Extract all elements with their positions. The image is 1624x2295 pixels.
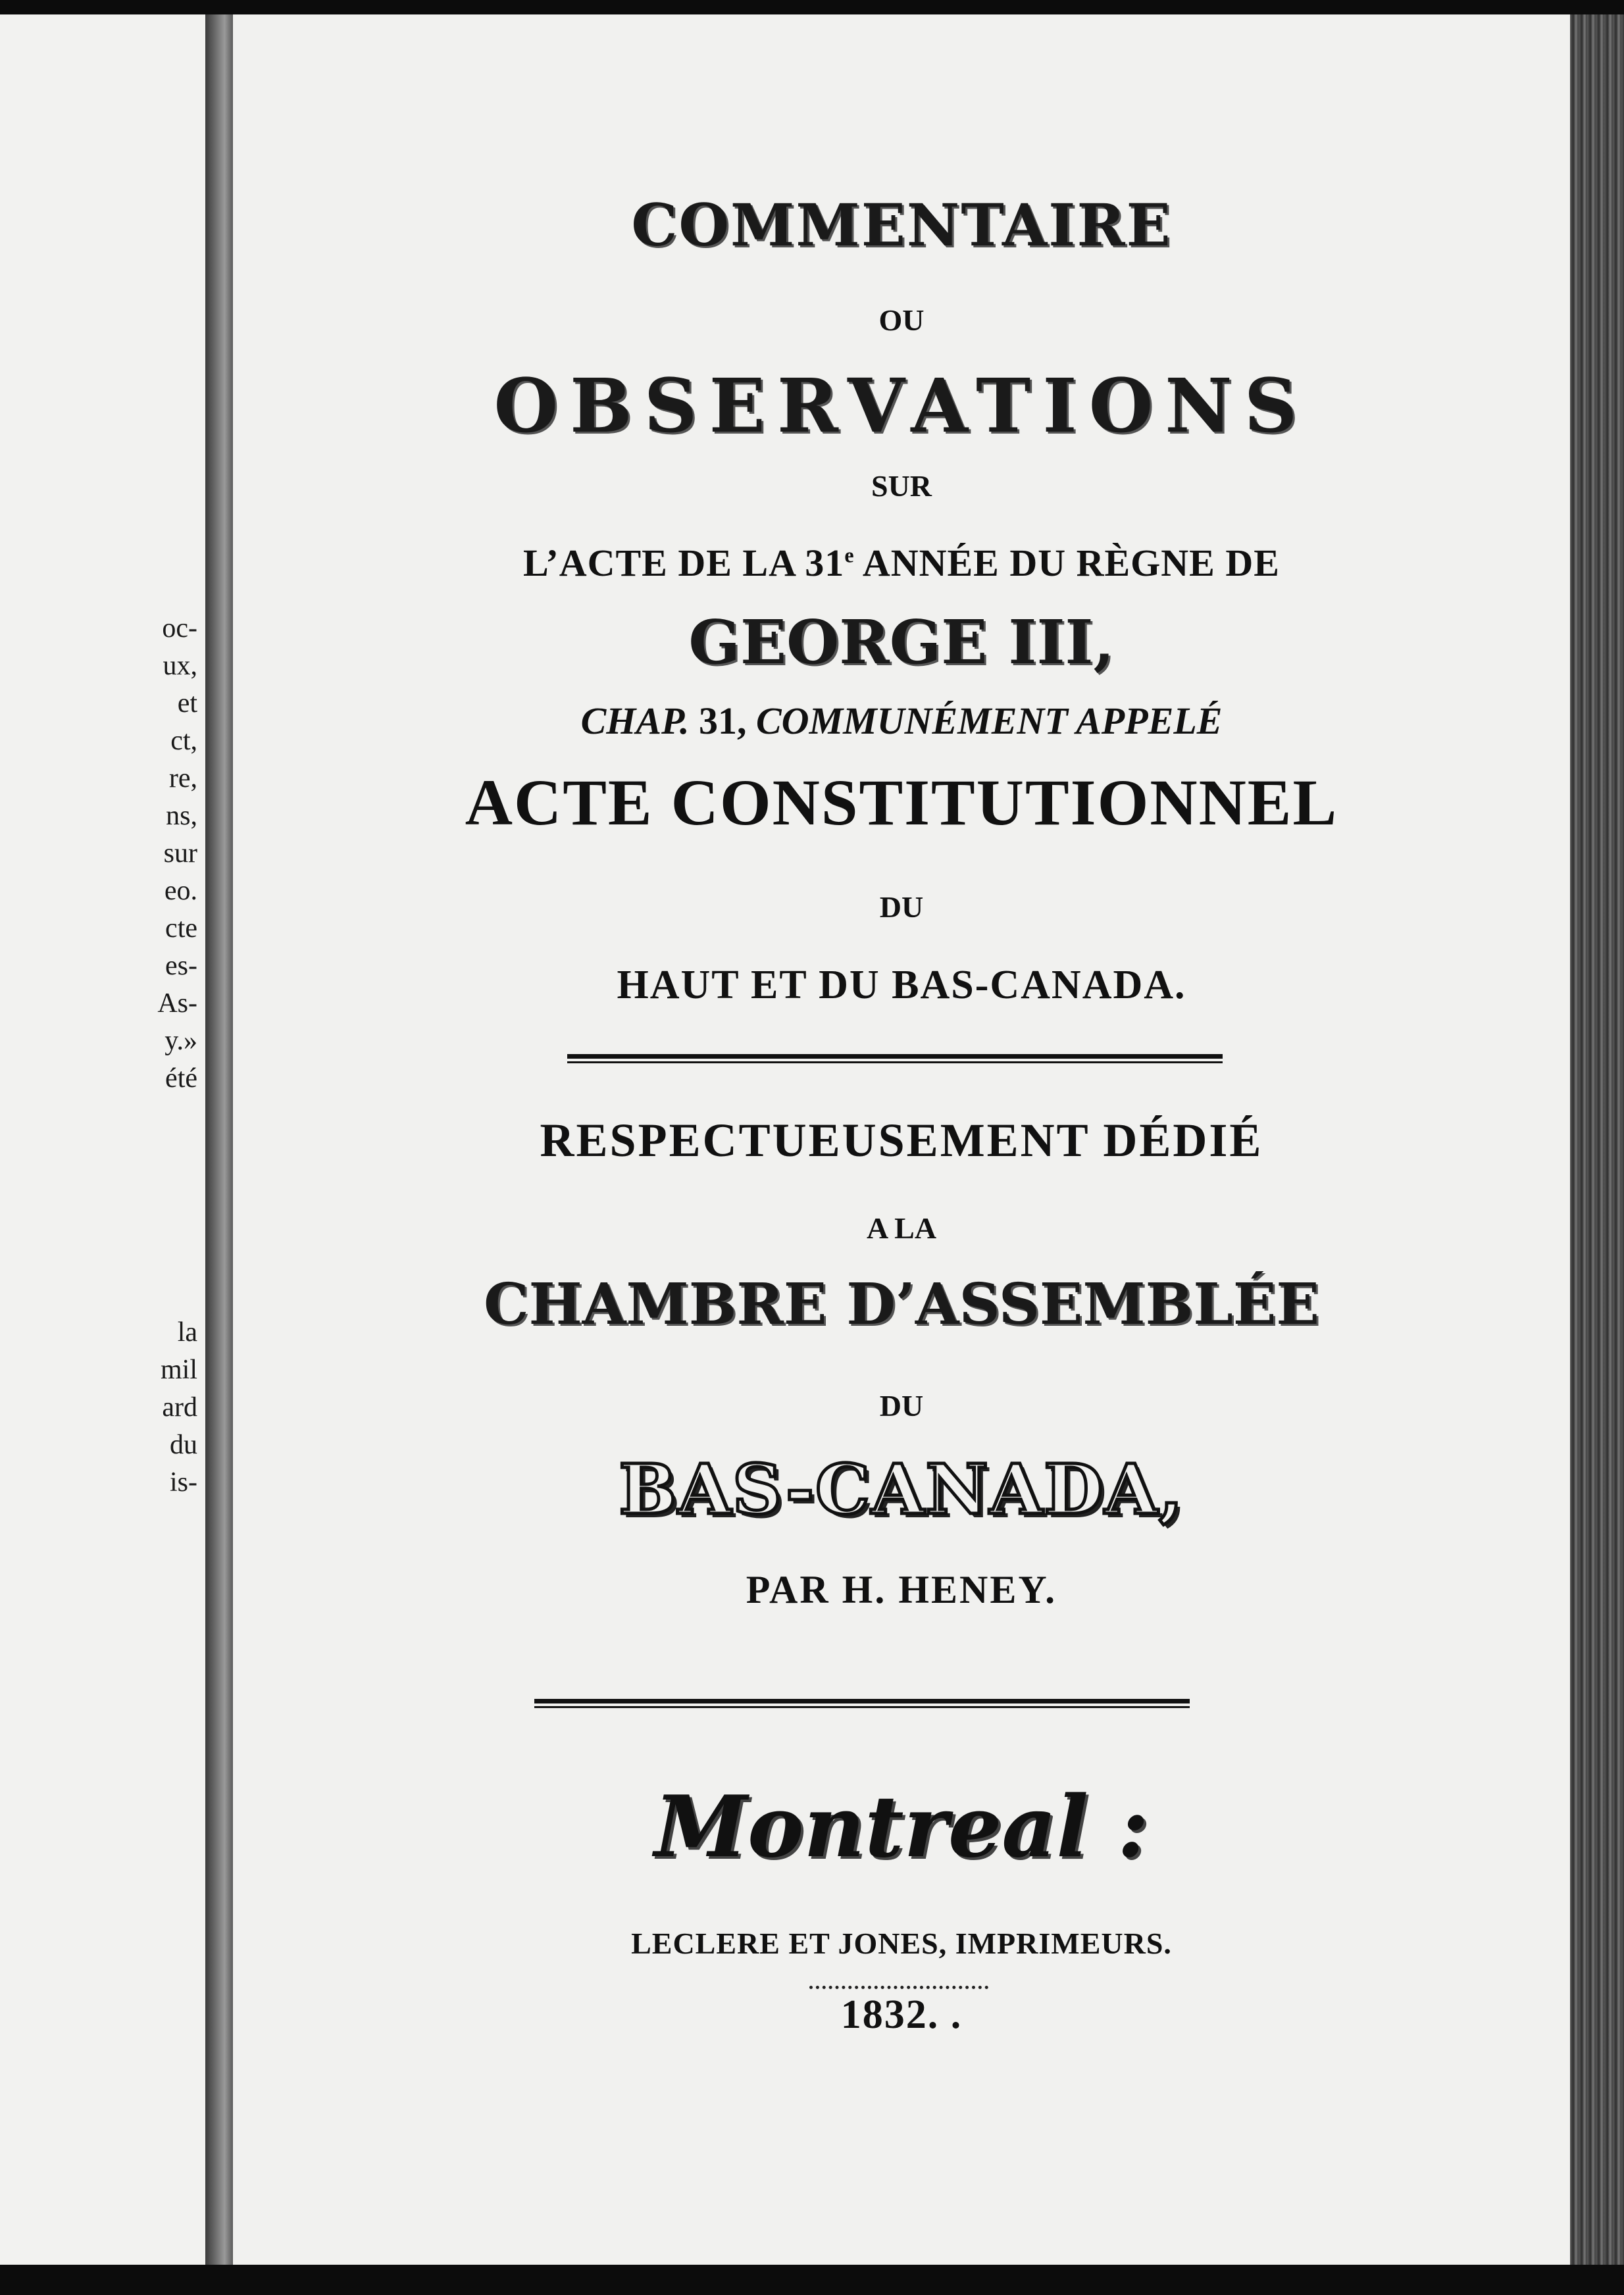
title-du-2: DU bbox=[879, 1389, 924, 1423]
imprint-printer: LECLERE ET JONES, IMPRIMEURS. bbox=[631, 1927, 1172, 1960]
fragment-line: oc- bbox=[162, 613, 197, 643]
fragment-line: la bbox=[177, 1317, 197, 1348]
title-chambre-assemblee: CHAMBRE D’ASSEMBLÉE bbox=[484, 1271, 1319, 1338]
rule-1 bbox=[567, 1054, 1223, 1063]
fragment-line: ard bbox=[162, 1392, 197, 1423]
title-george-iii: GEORGE III, bbox=[688, 607, 1115, 678]
fragment-line: is- bbox=[170, 1467, 197, 1498]
fragment-line: cte bbox=[165, 913, 197, 944]
title-haut-bas-canada: HAUT ET DU BAS-CANADA. bbox=[617, 963, 1186, 1007]
title-acte-constitutionnel: ACTE CONSTITUTIONNEL bbox=[465, 766, 1338, 839]
title-page bbox=[233, 14, 1570, 2265]
left-text-block-2 bbox=[161, 1314, 197, 1501]
fragment-line: As- bbox=[157, 988, 197, 1019]
title-a-la: A LA bbox=[866, 1211, 937, 1245]
rule-2 bbox=[534, 1699, 1190, 1708]
fragment-line: ns, bbox=[166, 801, 197, 831]
fragment-line: y.» bbox=[165, 1026, 197, 1056]
fragment-line: ux, bbox=[163, 651, 197, 681]
ordinal-superscript: e bbox=[844, 543, 855, 567]
chap-number: 31, bbox=[689, 699, 756, 742]
communement-appele: COMMUNÉMENT APPELÉ bbox=[756, 699, 1223, 742]
title-author: PAR H. HENEY. bbox=[746, 1568, 1057, 1611]
dotted-rule bbox=[809, 1986, 988, 1989]
imprint-year: 1832. . bbox=[840, 1992, 963, 2037]
title-du-1: DU bbox=[879, 890, 924, 924]
book-gutter bbox=[205, 14, 233, 2265]
chap-label: CHAP. bbox=[580, 699, 690, 742]
title-ou: OU bbox=[878, 303, 925, 337]
fragment-line: eo. bbox=[164, 876, 197, 906]
imprint-place: Montreal : bbox=[654, 1778, 1149, 1877]
acte-annee-text: L’ACTE DE LA 31 bbox=[523, 542, 845, 584]
fragment-line: re, bbox=[168, 763, 197, 794]
title-chap bbox=[233, 699, 1570, 743]
title-commentaire: COMMENTAIRE bbox=[631, 191, 1172, 259]
left-facing-page bbox=[0, 14, 205, 2265]
title-respectueusement: RESPECTUEUSEMENT DÉDIÉ bbox=[540, 1114, 1263, 1167]
fragment-line: et bbox=[177, 688, 197, 719]
fragment-line: ct, bbox=[170, 726, 197, 756]
title-observations: OBSERVATIONS bbox=[494, 363, 1309, 449]
fragment-line: été bbox=[165, 1063, 197, 1094]
fragment-line: du bbox=[170, 1430, 197, 1460]
fragment-line: mil bbox=[160, 1355, 197, 1385]
title-sur: SUR bbox=[871, 469, 932, 503]
title-bas-canada: BAS-CANADA, bbox=[619, 1449, 1184, 1530]
page-stack-edge bbox=[1570, 14, 1624, 2265]
left-text-block-1 bbox=[157, 610, 197, 1097]
fragment-line: es- bbox=[165, 951, 197, 981]
acte-annee-text-rest: ANNÉE DU RÈGNE DE bbox=[854, 542, 1280, 584]
fragment-line: sur bbox=[163, 838, 197, 869]
title-acte-annee bbox=[233, 541, 1570, 585]
